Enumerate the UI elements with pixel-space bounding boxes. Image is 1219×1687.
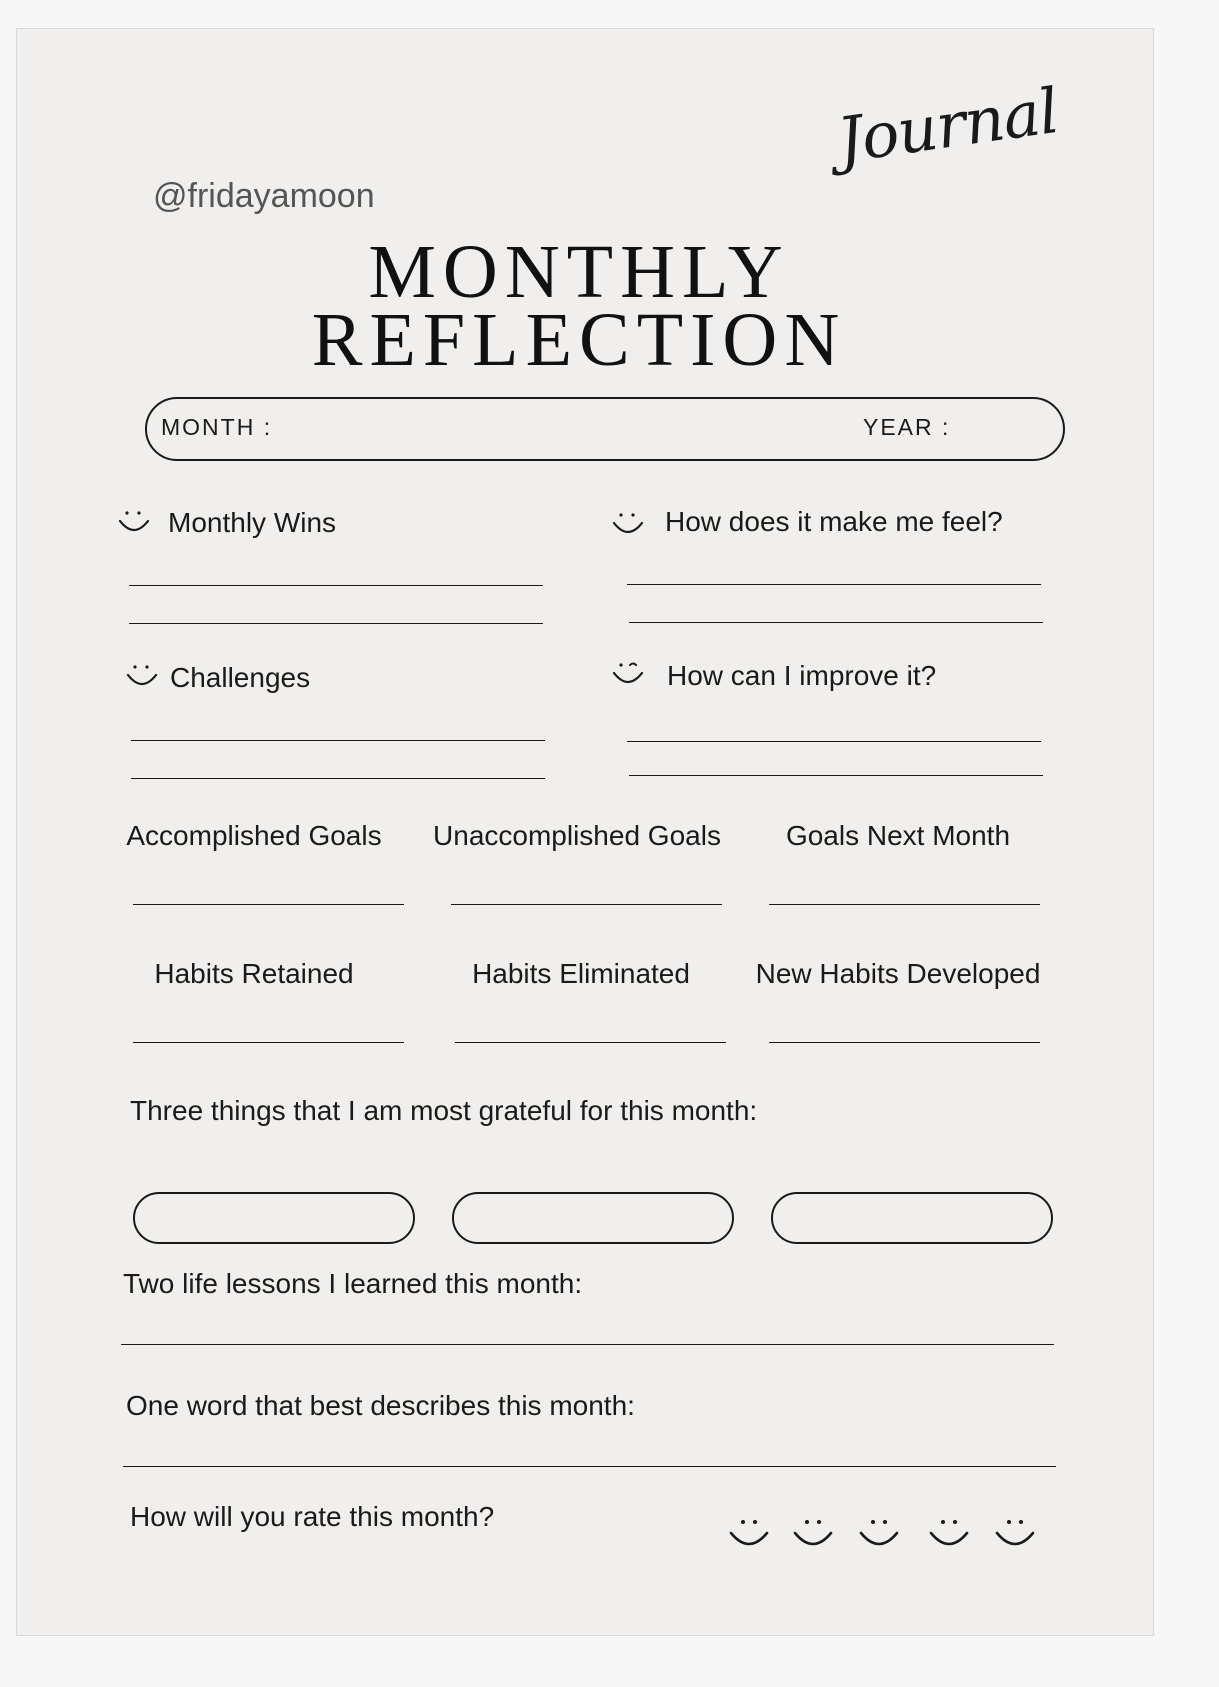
grateful-field-3[interactable] [771,1192,1053,1244]
improve-line[interactable] [629,775,1043,776]
feel-line[interactable] [629,622,1043,623]
habits-retained-line[interactable] [133,1042,404,1043]
new-habits-heading: New Habits Developed [755,958,1041,989]
wins-line[interactable] [129,623,543,624]
challenges-line[interactable] [131,778,545,779]
accomplished-goals-heading: Accomplished Goals [126,820,382,851]
habits-retained-heading: Habits Retained [154,958,354,989]
lessons-prompt: Two life lessons I learned this month: [123,1268,583,1299]
goals-next-month-line[interactable] [769,904,1040,905]
feel-line[interactable] [627,584,1041,585]
year-label: YEAR : [863,414,951,440]
improve-heading: How can I improve it? [667,660,937,691]
improve-line[interactable] [627,741,1041,742]
smiley-icon [611,659,645,693]
accomplished-goals-line[interactable] [133,904,404,905]
smiley-icon [117,507,151,541]
unaccomplished-goals-line[interactable] [451,904,722,905]
habits-eliminated-heading: Habits Eliminated [472,958,690,989]
rating-2-icon[interactable] [791,1515,835,1555]
author-handle: @fridayamoon [153,177,375,215]
monthly-wins-heading: Monthly Wins [168,507,337,538]
rating-3-icon[interactable] [857,1515,901,1555]
challenges-heading: Challenges [170,662,311,693]
smiley-icon [125,661,159,695]
page-title-line2: REFLECTION [311,298,847,382]
month-label: MONTH : [161,414,273,440]
lessons-line[interactable] [121,1344,1054,1345]
journal-script-logo: Journal [832,73,1063,178]
challenges-line[interactable] [131,740,545,741]
journal-page [16,28,1154,1636]
grateful-prompt: Three things that I am most grateful for this month: [130,1095,758,1126]
new-habits-line[interactable] [769,1042,1040,1043]
unaccomplished-goals-heading: Unaccomplished Goals [433,820,721,851]
grateful-field-2[interactable] [452,1192,734,1244]
word-prompt: One word that best describes this month: [126,1390,635,1421]
rating-4-icon[interactable] [927,1515,971,1555]
rate-prompt: How will you rate this month? [130,1501,495,1532]
wins-line[interactable] [129,585,543,586]
rating-5-icon[interactable] [993,1515,1037,1555]
page-title-line1: MONTHLY [368,230,790,314]
habits-eliminated-line[interactable] [455,1042,726,1043]
feel-heading: How does it make me feel? [665,506,1003,537]
smiley-icon [611,509,645,543]
grateful-field-1[interactable] [133,1192,415,1244]
word-line[interactable] [123,1466,1056,1467]
goals-next-month-heading: Goals Next Month [785,820,1011,851]
rating-1-icon[interactable] [727,1515,771,1555]
